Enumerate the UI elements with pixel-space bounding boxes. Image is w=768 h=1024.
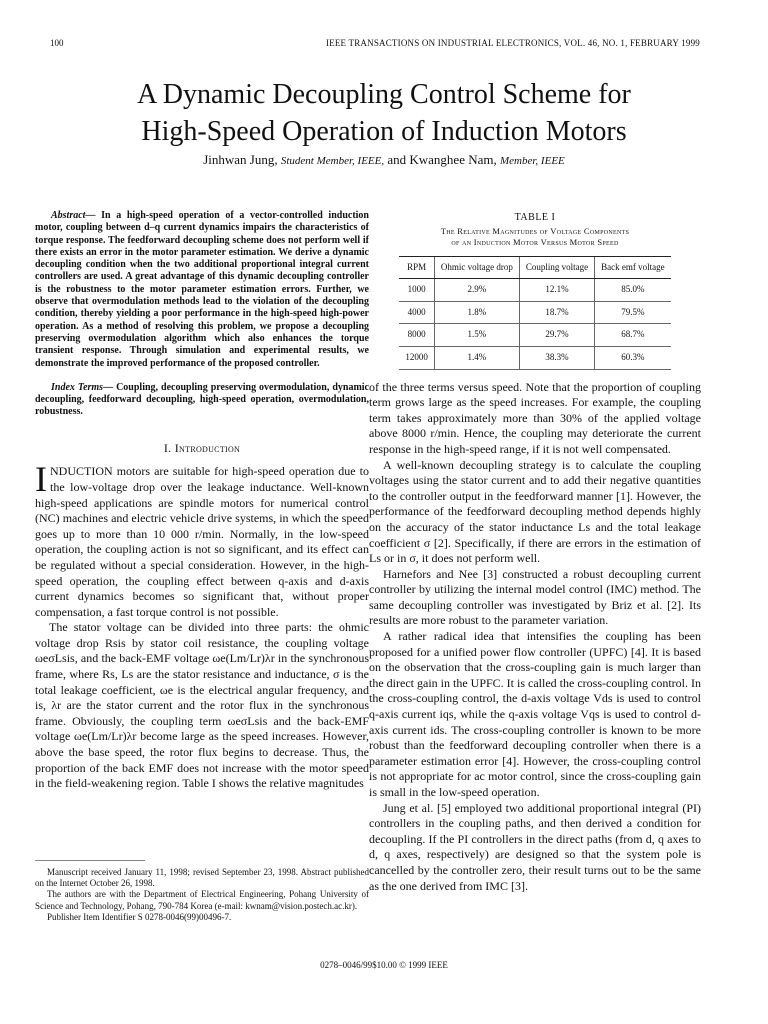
table-row bbox=[399, 279, 670, 302]
table-caption-line-1: The Relative Magnitudes of Voltage Components bbox=[440, 225, 630, 236]
copyright-footer: 0278–0046/99$10.00 © 1999 IEEE bbox=[320, 960, 448, 970]
table-number: TABLE I bbox=[514, 212, 556, 223]
table-caption bbox=[369, 226, 701, 248]
section-heading-introduction: I. Introduction bbox=[163, 440, 241, 455]
dropcap-letter: I bbox=[35, 459, 47, 500]
table-cell: 1.5% bbox=[434, 324, 519, 347]
index-terms-text: Coupling, decoupling preserving overmodulation, dynamic decoupling, feedforward decoupling, high-speed operation, overmodulation, robustness. bbox=[35, 381, 369, 418]
footnote-rule bbox=[35, 860, 145, 861]
right-column bbox=[369, 210, 701, 894]
table-header-cell: Back emf voltage bbox=[595, 256, 671, 279]
intro-paragraph-1 bbox=[35, 459, 369, 620]
table-header-cell: Ohmic voltage drop bbox=[434, 256, 519, 279]
table-cell: 79.5% bbox=[595, 301, 671, 324]
table-cell: 60.3% bbox=[595, 346, 671, 369]
author-conjunction: and bbox=[387, 152, 407, 167]
table-cell: 8000 bbox=[399, 324, 434, 347]
index-terms bbox=[35, 382, 369, 419]
table-row bbox=[399, 346, 670, 369]
footnote-publisher-id: Publisher Item Identifier S 0278-0046(99)00496-7. bbox=[47, 911, 232, 922]
table-cell: 68.7% bbox=[595, 324, 671, 347]
table-cell: 1.8% bbox=[434, 301, 519, 324]
title-line-1: A Dynamic Decoupling Control Scheme for bbox=[137, 79, 631, 110]
table-header-row bbox=[399, 256, 670, 279]
body-paragraph-1: of the three terms versus speed. Note that the proportion of coupling term grows large as the speed increases. For example, the coupling term takes approximately more than 30% of the applied voltage above 8000 r/min. Hence, the coupling may deteriorate the current response in the high-speed range, if it is not well compensated. bbox=[369, 379, 701, 456]
table-cell: 38.3% bbox=[519, 346, 594, 369]
table-cell: 85.0% bbox=[595, 279, 671, 302]
table-cell: 1000 bbox=[399, 279, 434, 302]
abstract bbox=[35, 210, 369, 370]
table-cell: 12000 bbox=[399, 346, 434, 369]
author-name-1: Jinhwan Jung, bbox=[203, 152, 278, 167]
abstract-label: Abstract— bbox=[51, 210, 96, 221]
body-paragraph-3: Harnefors and Nee [3] constructed a robust decoupling current controller by utilizing the internal model control (IMC) method. The same decoupling controller was investigated by Briz et al. [2]. Its results are more robust to the parameter variation. bbox=[369, 566, 701, 628]
author-line bbox=[40, 152, 728, 168]
table-row bbox=[399, 324, 670, 347]
left-column bbox=[35, 210, 369, 792]
intro-paragraph-2: The stator voltage can be divided into three parts: the ohmic voltage drop Rsis by stator coil resistance, the coupling voltage ωeσLsis, and the back-EMF voltage ωe(Lm/Lr)λr in the synchronous frame, where Rs, Ls are the stator resistance and inductance, σ is the total leakage coefficient, ωe is the electrical angular frequency, and is, λr are the stator current and the rotor flux in the synchronous frame. Obviously, the coupling term ωeσLsis and the back-EMF voltage ωe(Lm/Lr)λr become large as the speed increases. However, above the base speed, the rotor flux begins to decrease. Thus, the proportion of the back EMF does not increase with the motor speed in the field-weakening region. Table I shows the relative magnitudes bbox=[35, 620, 369, 791]
running-header: IEEE TRANSACTIONS ON INDUSTRIAL ELECTRONICS, VOL. 46, NO. 1, FEBRUARY 1999 bbox=[325, 38, 700, 48]
abstract-text: In a high-speed operation of a vector-controlled induction motor, coupling between d–q current dynamics impairs the characteristics of torque response. The feedforward decoupling scheme does not perform well if there exists an error in the motor parameter estimation. We derive a dynamic decoupling condition when the two additional proportional integral current controllers are used. A great advantage of this dynamic decoupling controller is the robustness to the motor parameter estimation errors. Further, we observe that overmodulation methods lead to the violation of the decoupling condition, thereby yielding a poor performance in the high-speed high-power operation. As a method of resolving this problem, we propose a decoupling preserving overmodulation algorithm which also enhances the torque transient response. Through simulation and experimental results, we demonstrate the improved performance of the proposed controller. bbox=[35, 210, 369, 369]
intro-paragraph-1-text: NDUCTION motors are suitable for high-speed operation due to the low-voltage drop over the leakage inductance. Well-known high-speed applications are spindle motors for numerical control (NC) machines and electric vehicle drive systems, in which the speed goes up to more than 10 000 r/min. Normally, in the low-speed operation, the coupling action is not so significant, and its effect can be regulated without a special consideration. However, in the high-speed operation, the coupling effect between q-axis and d-axis current dynamics becomes so significant that, without proper compensation, a fast torque control is not possible. bbox=[35, 464, 369, 619]
title-line-2: High-Speed Operation of Induction Motors bbox=[141, 116, 627, 147]
body-paragraph-5: Jung et al. [5] employed two additional proportional integral (PI) controllers in the coupling paths, and then derived a condition for decoupling. If the PI controllers in the direct paths (from d, q axes to d, q axes, respectively) are designed so that the system pole is cancelled by the controller zero, their result turns out to be the same as the one derived from IMC [3]. bbox=[369, 800, 701, 893]
body-paragraph-4: A rather radical idea that intensifies the coupling has been proposed for a unified power flow controller (UPFC) [4]. It is based on the observation that the cross-coupling gain is much larger than the direct gain in the UPFC. It is called the cross-coupling control. In the cross-coupling control, the d-axis voltage Vds is used to control q-axis current iqs, while the q-axis voltage Vqs is used to control d-axis current ids. The cross-coupling controller is known to be more robust than the feedforward decoupling controller when there is a parameter estimation error [4]. However, the cross-coupling control is not appropriate for ac motor control, since the cross-coupling gain is small in the low-speed operation. bbox=[369, 629, 701, 799]
footnote-manuscript: Manuscript received January 11, 1998; revised September 23, 1998. Abstract published on the Internet October 26, 1998. bbox=[35, 867, 369, 889]
table-cell: 29.7% bbox=[519, 324, 594, 347]
table-cell: 18.7% bbox=[519, 301, 594, 324]
author-role-1: Student Member, IEEE, bbox=[280, 155, 385, 167]
index-terms-label: Index Terms— bbox=[51, 381, 114, 393]
paper-title bbox=[40, 76, 728, 150]
table-header-cell: Coupling voltage bbox=[519, 256, 594, 279]
body-paragraph-2: A well-known decoupling strategy is to calculate the coupling voltages using the stator current and to add their negative quantities to the controller output in the feedforward manner [1]. However, the performance of the feedforward decoupling method depends highly on the accuracy of the stator inductance Ls and the total leakage coefficient σ [2]. Specifically, if there are errors in the estimation of Ls or in σ, it does not perform well. bbox=[369, 457, 701, 566]
page-number: 100 bbox=[50, 38, 64, 48]
table-cell: 1.4% bbox=[434, 346, 519, 369]
table-cell: 12.1% bbox=[519, 279, 594, 302]
author-role-2: Member, IEEE bbox=[500, 155, 565, 167]
footnote-affiliation: The authors are with the Department of Electrical Engineering, Pohang University of Science and Technology, Pohang, 790-784 Korea (e-mail: kwnam@vision.postech.ac.kr). bbox=[35, 889, 369, 911]
author-name-2: Kwanghee Nam, bbox=[409, 152, 497, 167]
footnotes bbox=[35, 860, 369, 923]
voltage-components-table bbox=[399, 256, 670, 370]
table-caption-line-2: of an Induction Motor Versus Motor Speed bbox=[451, 236, 619, 247]
table-1 bbox=[369, 210, 701, 370]
table-header-cell: RPM bbox=[399, 256, 434, 279]
table-cell: 4000 bbox=[399, 301, 434, 324]
table-cell: 2.9% bbox=[434, 279, 519, 302]
table-row bbox=[399, 301, 670, 324]
